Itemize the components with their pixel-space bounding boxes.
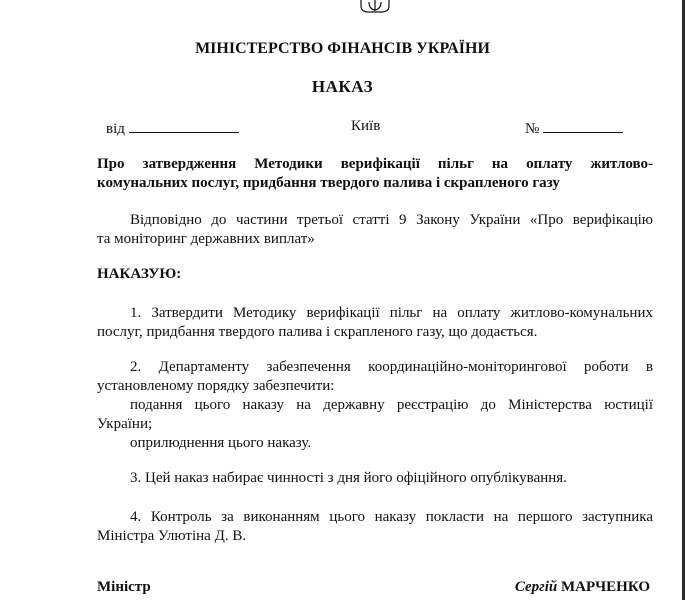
signer-first-name: Сергій xyxy=(514,579,558,595)
order-meta-row xyxy=(0,118,685,138)
number-label: № xyxy=(525,121,540,137)
clause-line: України; xyxy=(97,416,153,432)
ministry-name: МІНІСТЕРСТВО ФІНАНСІВ УКРАЇНИ xyxy=(195,40,490,57)
number-blank-line xyxy=(543,118,623,133)
date-blank-line xyxy=(129,118,239,133)
clause-line: Міністра Улютіна Д. В. xyxy=(97,528,247,544)
clause-4 xyxy=(97,508,653,546)
clause-line: подання цього наказу на державну реєстрацію до Міністерства юстиції xyxy=(130,397,653,413)
signer-last-name: МАРЧЕНКО xyxy=(560,579,650,595)
document-title xyxy=(97,155,653,193)
title-line: Про затвердження Методики верифікації пільг на оплату житлово- xyxy=(97,156,653,172)
title-line: комунальних послуг, придбання твердого палива і скрапленого газу xyxy=(97,175,560,191)
preamble xyxy=(97,211,653,249)
preamble-line: та моніторинг державних виплат» xyxy=(97,231,315,247)
city-name: Київ xyxy=(351,118,381,134)
preamble-line: Відповідно до частини третьої статті 9 Закону України «Про верифікацію xyxy=(130,212,653,228)
clause-1 xyxy=(97,304,653,342)
date-label: від xyxy=(106,121,125,137)
date-field xyxy=(106,118,239,138)
document-type: НАКАЗ xyxy=(311,77,374,96)
signer-name xyxy=(515,579,650,596)
signer-position: Міністр xyxy=(97,579,151,595)
clause-line: 3. Цей наказ набирає чинності з дня його офіційного опублікування. xyxy=(130,470,567,486)
clause-line: послуг, придбання твердого палива і скрапленого газу, що додається. xyxy=(97,324,538,340)
clause-3 xyxy=(97,469,653,488)
clause-line: 2. Департаменту забезпечення координаційно-моніторингової роботи в xyxy=(130,359,653,375)
clause-2 xyxy=(97,358,653,453)
trident-emblem-icon xyxy=(355,0,395,14)
clause-line: установленому порядку забезпечити: xyxy=(97,378,335,394)
clause-line: оприлюднення цього наказу. xyxy=(130,435,312,451)
number-field xyxy=(525,118,623,138)
clause-line: 1. Затвердити Методику верифікації пільг на оплату житлово-комунальних xyxy=(130,305,653,321)
order-word: НАКАЗУЮ: xyxy=(97,266,182,282)
clause-line: 4. Контроль за виконанням цього наказу покласти на першого заступника xyxy=(130,509,653,525)
